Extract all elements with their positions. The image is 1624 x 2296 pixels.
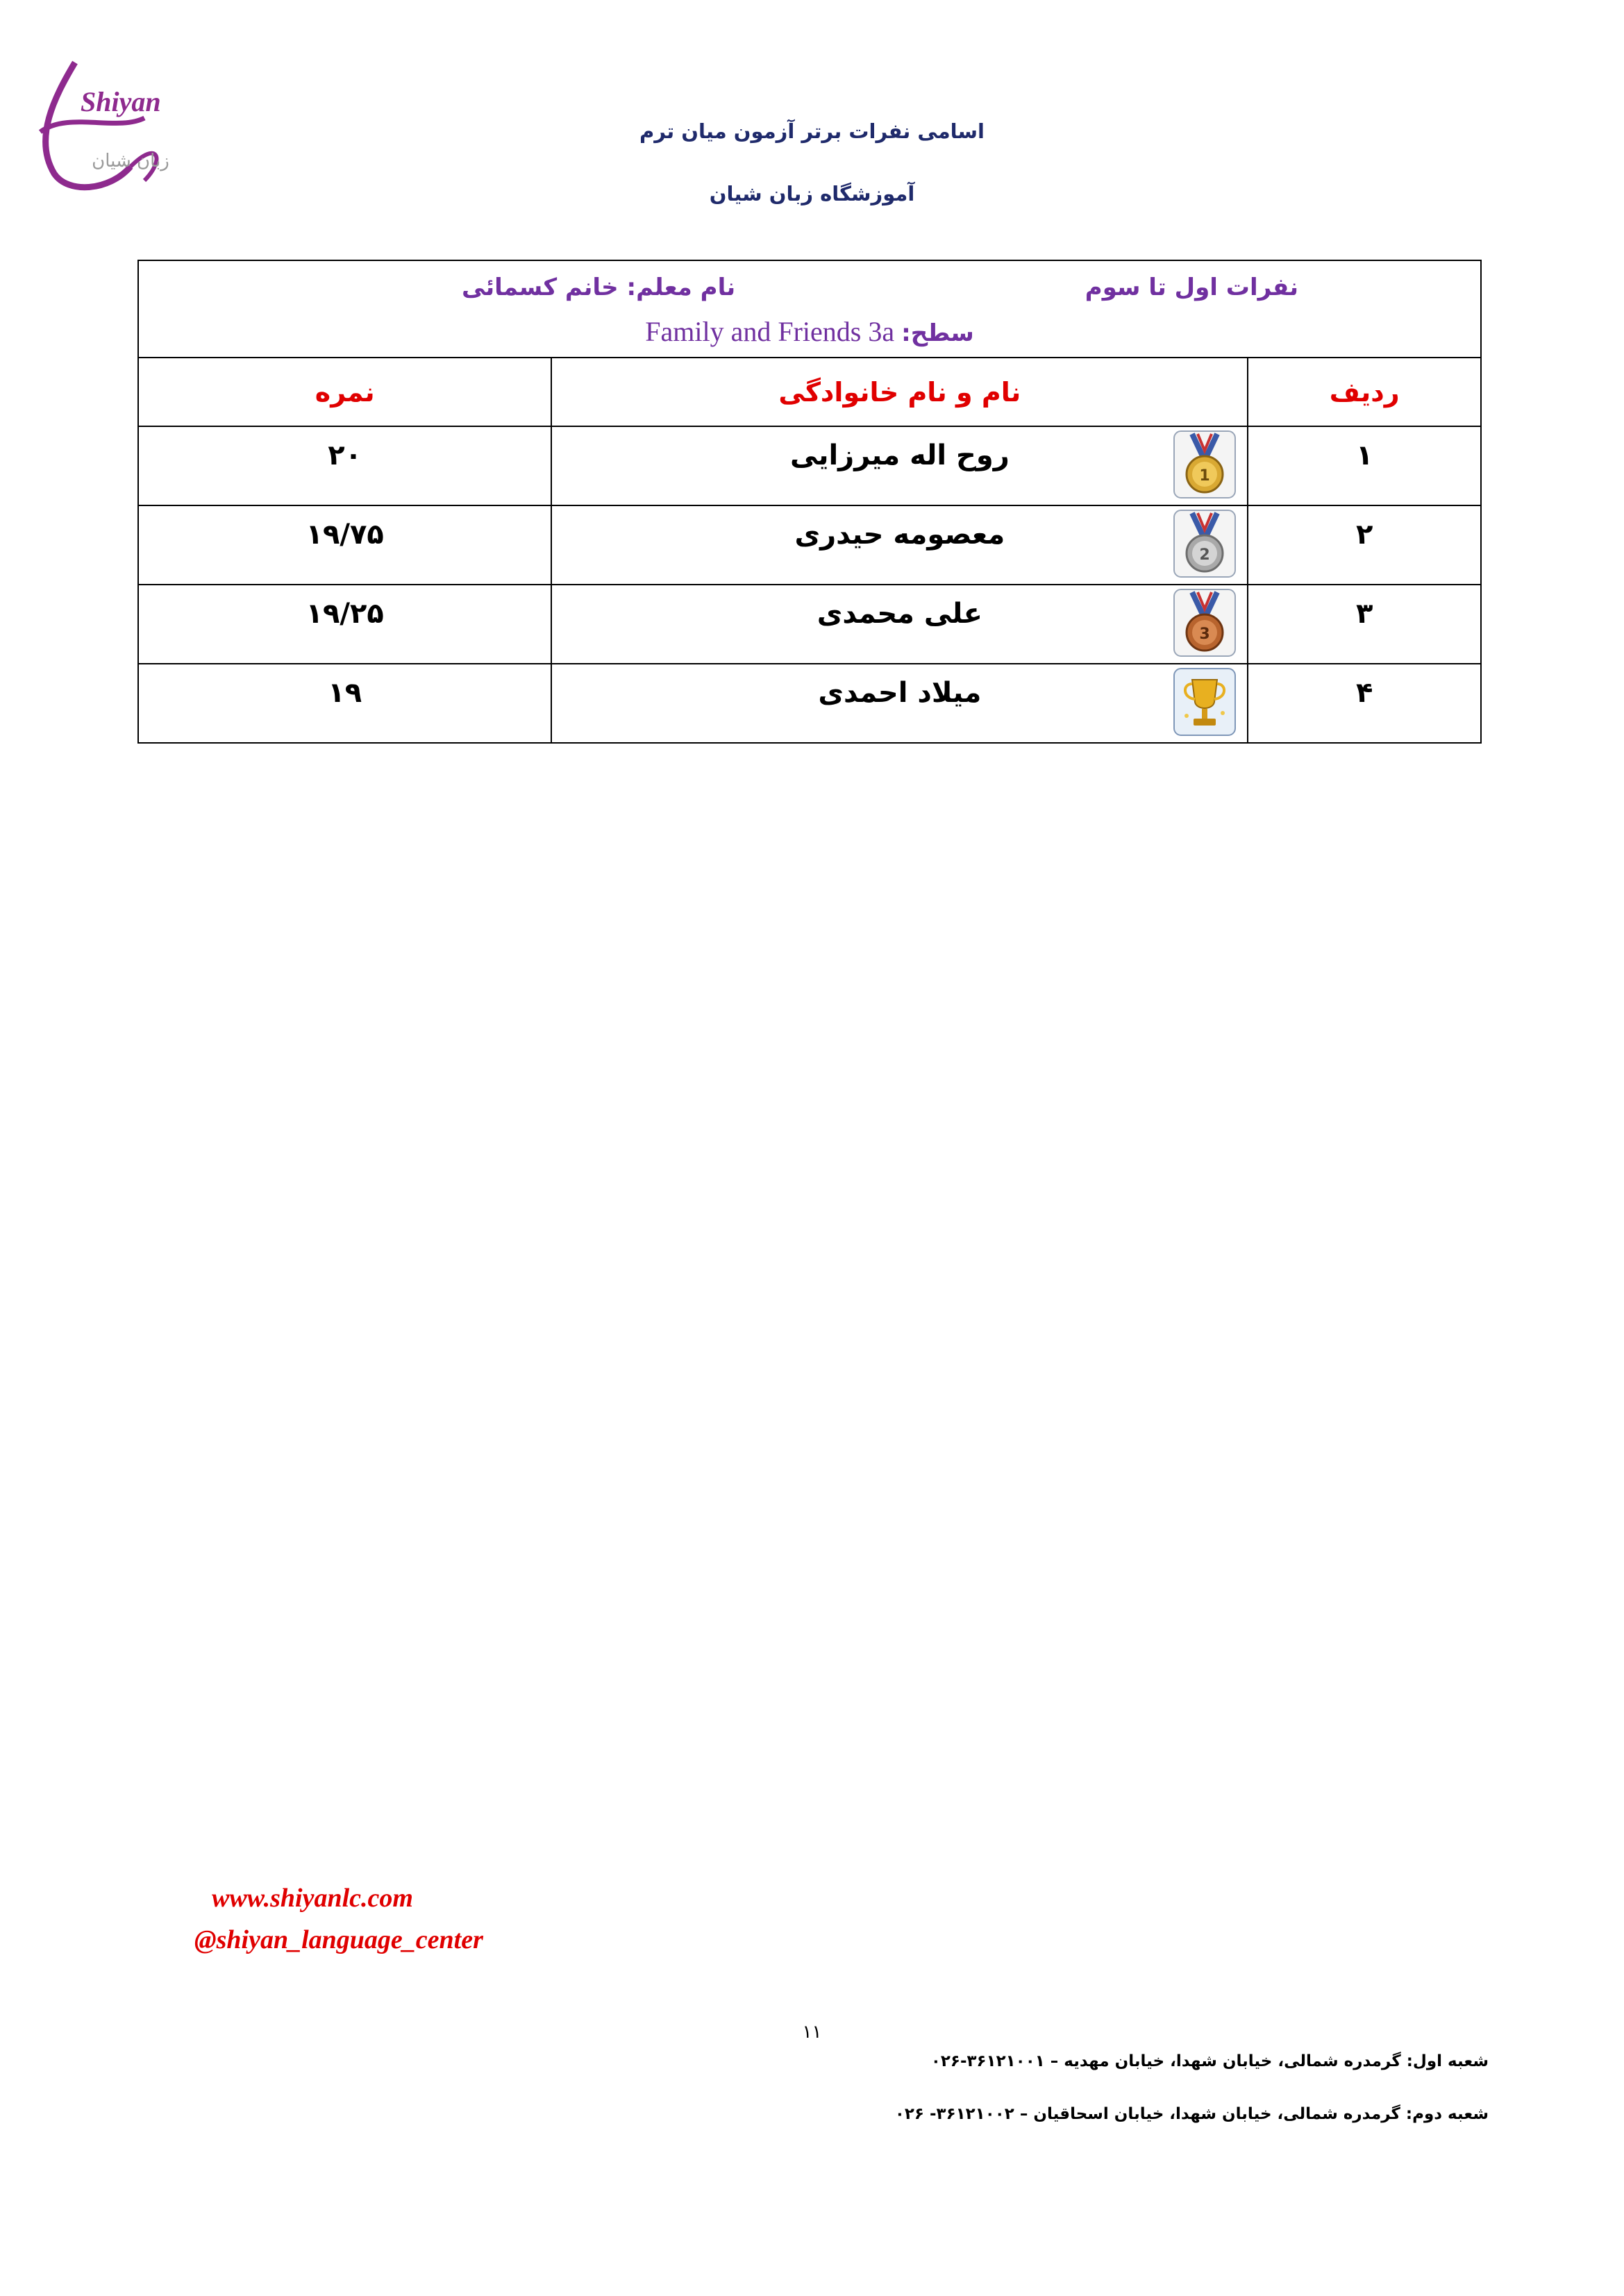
silver-medal-icon <box>1173 509 1237 578</box>
svg-text:Shiyan: Shiyan <box>81 86 161 117</box>
svg-text:1: 1 <box>1199 467 1210 485</box>
table-info-row <box>138 260 1481 358</box>
level-line <box>139 315 1480 348</box>
svg-text:2: 2 <box>1199 546 1210 564</box>
row-number: ۲ <box>1355 519 1373 551</box>
student-name: روح اله میرزایی <box>789 439 1010 471</box>
page-title: اسامی نفرات برتر آزمون میان ترم <box>639 119 985 143</box>
row-number: ۱ <box>1355 439 1373 471</box>
gold-medal-icon <box>1173 430 1237 499</box>
instagram-handle[interactable]: @shiyan_language_center <box>194 1925 483 1954</box>
student-name: میلاد احمدی <box>818 677 982 709</box>
score-value: ۱۹/۷۵ <box>305 519 384 551</box>
svg-text:زبان شیان: زبان شیان <box>92 151 169 171</box>
column-header-score: نمره <box>138 358 551 426</box>
school-name: آموزشگاه زبان شیان <box>709 182 915 206</box>
page-number: ۱۱ <box>802 2022 822 2043</box>
student-name: علی محمدی <box>817 598 982 630</box>
trophy-icon <box>1173 667 1237 737</box>
bronze-medal-icon <box>1173 588 1237 657</box>
column-header-row <box>138 358 1481 426</box>
branch-2-address: شعبه دوم: گرمدره شمالی، خیابان شهدا، خیابان اسحاقیان – ۳۶۱۲۱۰۰۲- ۰۲۶ <box>894 2105 1489 2123</box>
student-name: معصومه حیدری <box>794 519 1005 551</box>
column-header-row-num: ردیف <box>1248 358 1481 426</box>
teacher-label: نام معلم: خانم کسمائی <box>462 274 736 301</box>
branch-1-address: شعبه اول: گرمدره شمالی، خیابان شهدا، خیابان مهدیه – ۳۶۱۲۱۰۰۱-۰۲۶ <box>930 2052 1489 2070</box>
level-value: Family and Friends 3a <box>645 316 895 347</box>
score-value: ۲۰ <box>328 439 362 471</box>
ranks-label: نفرات اول تا سوم <box>1085 274 1298 301</box>
results-table <box>137 260 1482 744</box>
table-row <box>138 426 1481 505</box>
row-number: ۴ <box>1355 677 1373 709</box>
website-link[interactable]: www.shiyanlc.com <box>212 1884 413 1913</box>
table-row <box>138 505 1481 585</box>
table-row <box>138 664 1481 743</box>
row-number: ۳ <box>1355 598 1373 630</box>
score-value: ۱۹/۲۵ <box>305 598 384 630</box>
score-value: ۱۹ <box>328 677 362 709</box>
level-label: سطح: <box>901 319 974 347</box>
table-row <box>138 585 1481 664</box>
column-header-name: نام و نام خانوادگی <box>551 358 1248 426</box>
svg-text:3: 3 <box>1199 626 1210 643</box>
